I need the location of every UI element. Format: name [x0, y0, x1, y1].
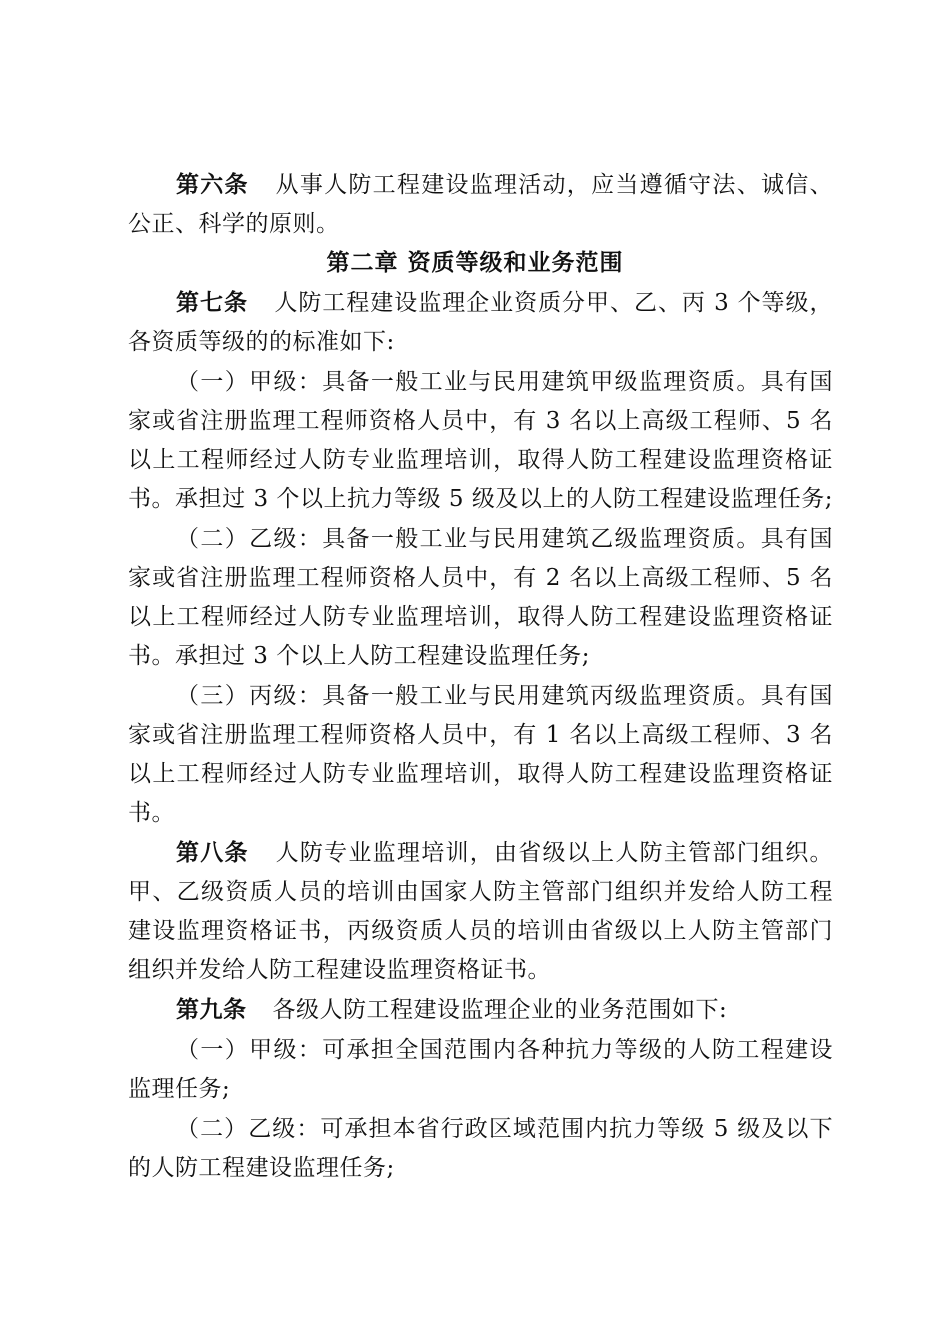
article8-line: 甲、乙级资质人员的培训由国家人防主管部门组织并发给人防工程 [128, 879, 833, 905]
article6-line1: 第六条 从事人防工程建设监理活动，应当遵循守法、诚信、 [176, 172, 834, 198]
article8-line: 组织并发给人防工程建设监理资格证书。 [128, 957, 551, 983]
grade-b-line: 以上工程师经过人防专业监理培训，取得人防工程建设监理资格证 [128, 604, 833, 630]
scope-a-line: 监理任务; [128, 1076, 231, 1102]
grade-a-line: 以上工程师经过人防专业监理培训，取得人防工程建设监理资格证 [128, 447, 833, 473]
article6-label: 第六条 [176, 172, 249, 198]
grade-b-line: （二）乙级：具备一般工业与民用建筑乙级监理资质。具有国 [176, 526, 833, 552]
grade-c-line: （三）丙级：具备一般工业与民用建筑丙级监理资质。具有国 [176, 683, 833, 709]
grade-a-line: 书。承担过 3 个以上抗力等级 5 级及以上的人防工程建设监理任务; [128, 486, 833, 512]
scope-b-line: 的人防工程建设监理任务; [128, 1155, 395, 1181]
article8-line: 建设监理资格证书，丙级资质人员的培训由省级以上人防主管部门 [128, 918, 833, 944]
article8-line1: 第八条 人防专业监理培训，由省级以上人防主管部门组织。 [176, 840, 834, 866]
scope-b-line: （二）乙级：可承担本省行政区域范围内抗力等级 5 级及以下 [176, 1116, 833, 1142]
grade-a-line: （一）甲级：具备一般工业与民用建筑甲级监理资质。具有国 [176, 369, 833, 395]
article7-line2: 各资质等级的的标准如下: [128, 329, 395, 355]
article8-label: 第八条 [176, 840, 249, 866]
grade-a-line: 家或省注册监理工程师资格人员中，有 3 名以上高级工程师、5 名 [128, 408, 833, 434]
article7-line1: 第七条 人防工程建设监理企业资质分甲、乙、丙 3 个等级， [176, 290, 833, 316]
article7-label: 第七条 [176, 290, 248, 316]
chapter-heading: 第二章 资质等级和业务范围 [326, 250, 624, 276]
grade-c-line: 家或省注册监理工程师资格人员中，有 1 名以上高级工程师、3 名 [128, 722, 833, 748]
grade-b-line: 家或省注册监理工程师资格人员中，有 2 名以上高级工程师、5 名 [128, 565, 833, 591]
grade-c-line: 以上工程师经过人防专业监理培训，取得人防工程建设监理资格证 [128, 761, 833, 787]
grade-c-line: 书。 [128, 800, 175, 826]
article9-label: 第九条 [176, 997, 247, 1023]
grade-b-line: 书。承担过 3 个以上人防工程建设监理任务; [128, 643, 591, 669]
scope-a-line: （一）甲级：可承担全国范围内各种抗力等级的人防工程建设 [176, 1037, 833, 1063]
article6-line2: 公正、科学的原则。 [128, 211, 340, 237]
article9-line1: 第九条 各级人防工程建设监理企业的业务范围如下: [176, 997, 728, 1023]
